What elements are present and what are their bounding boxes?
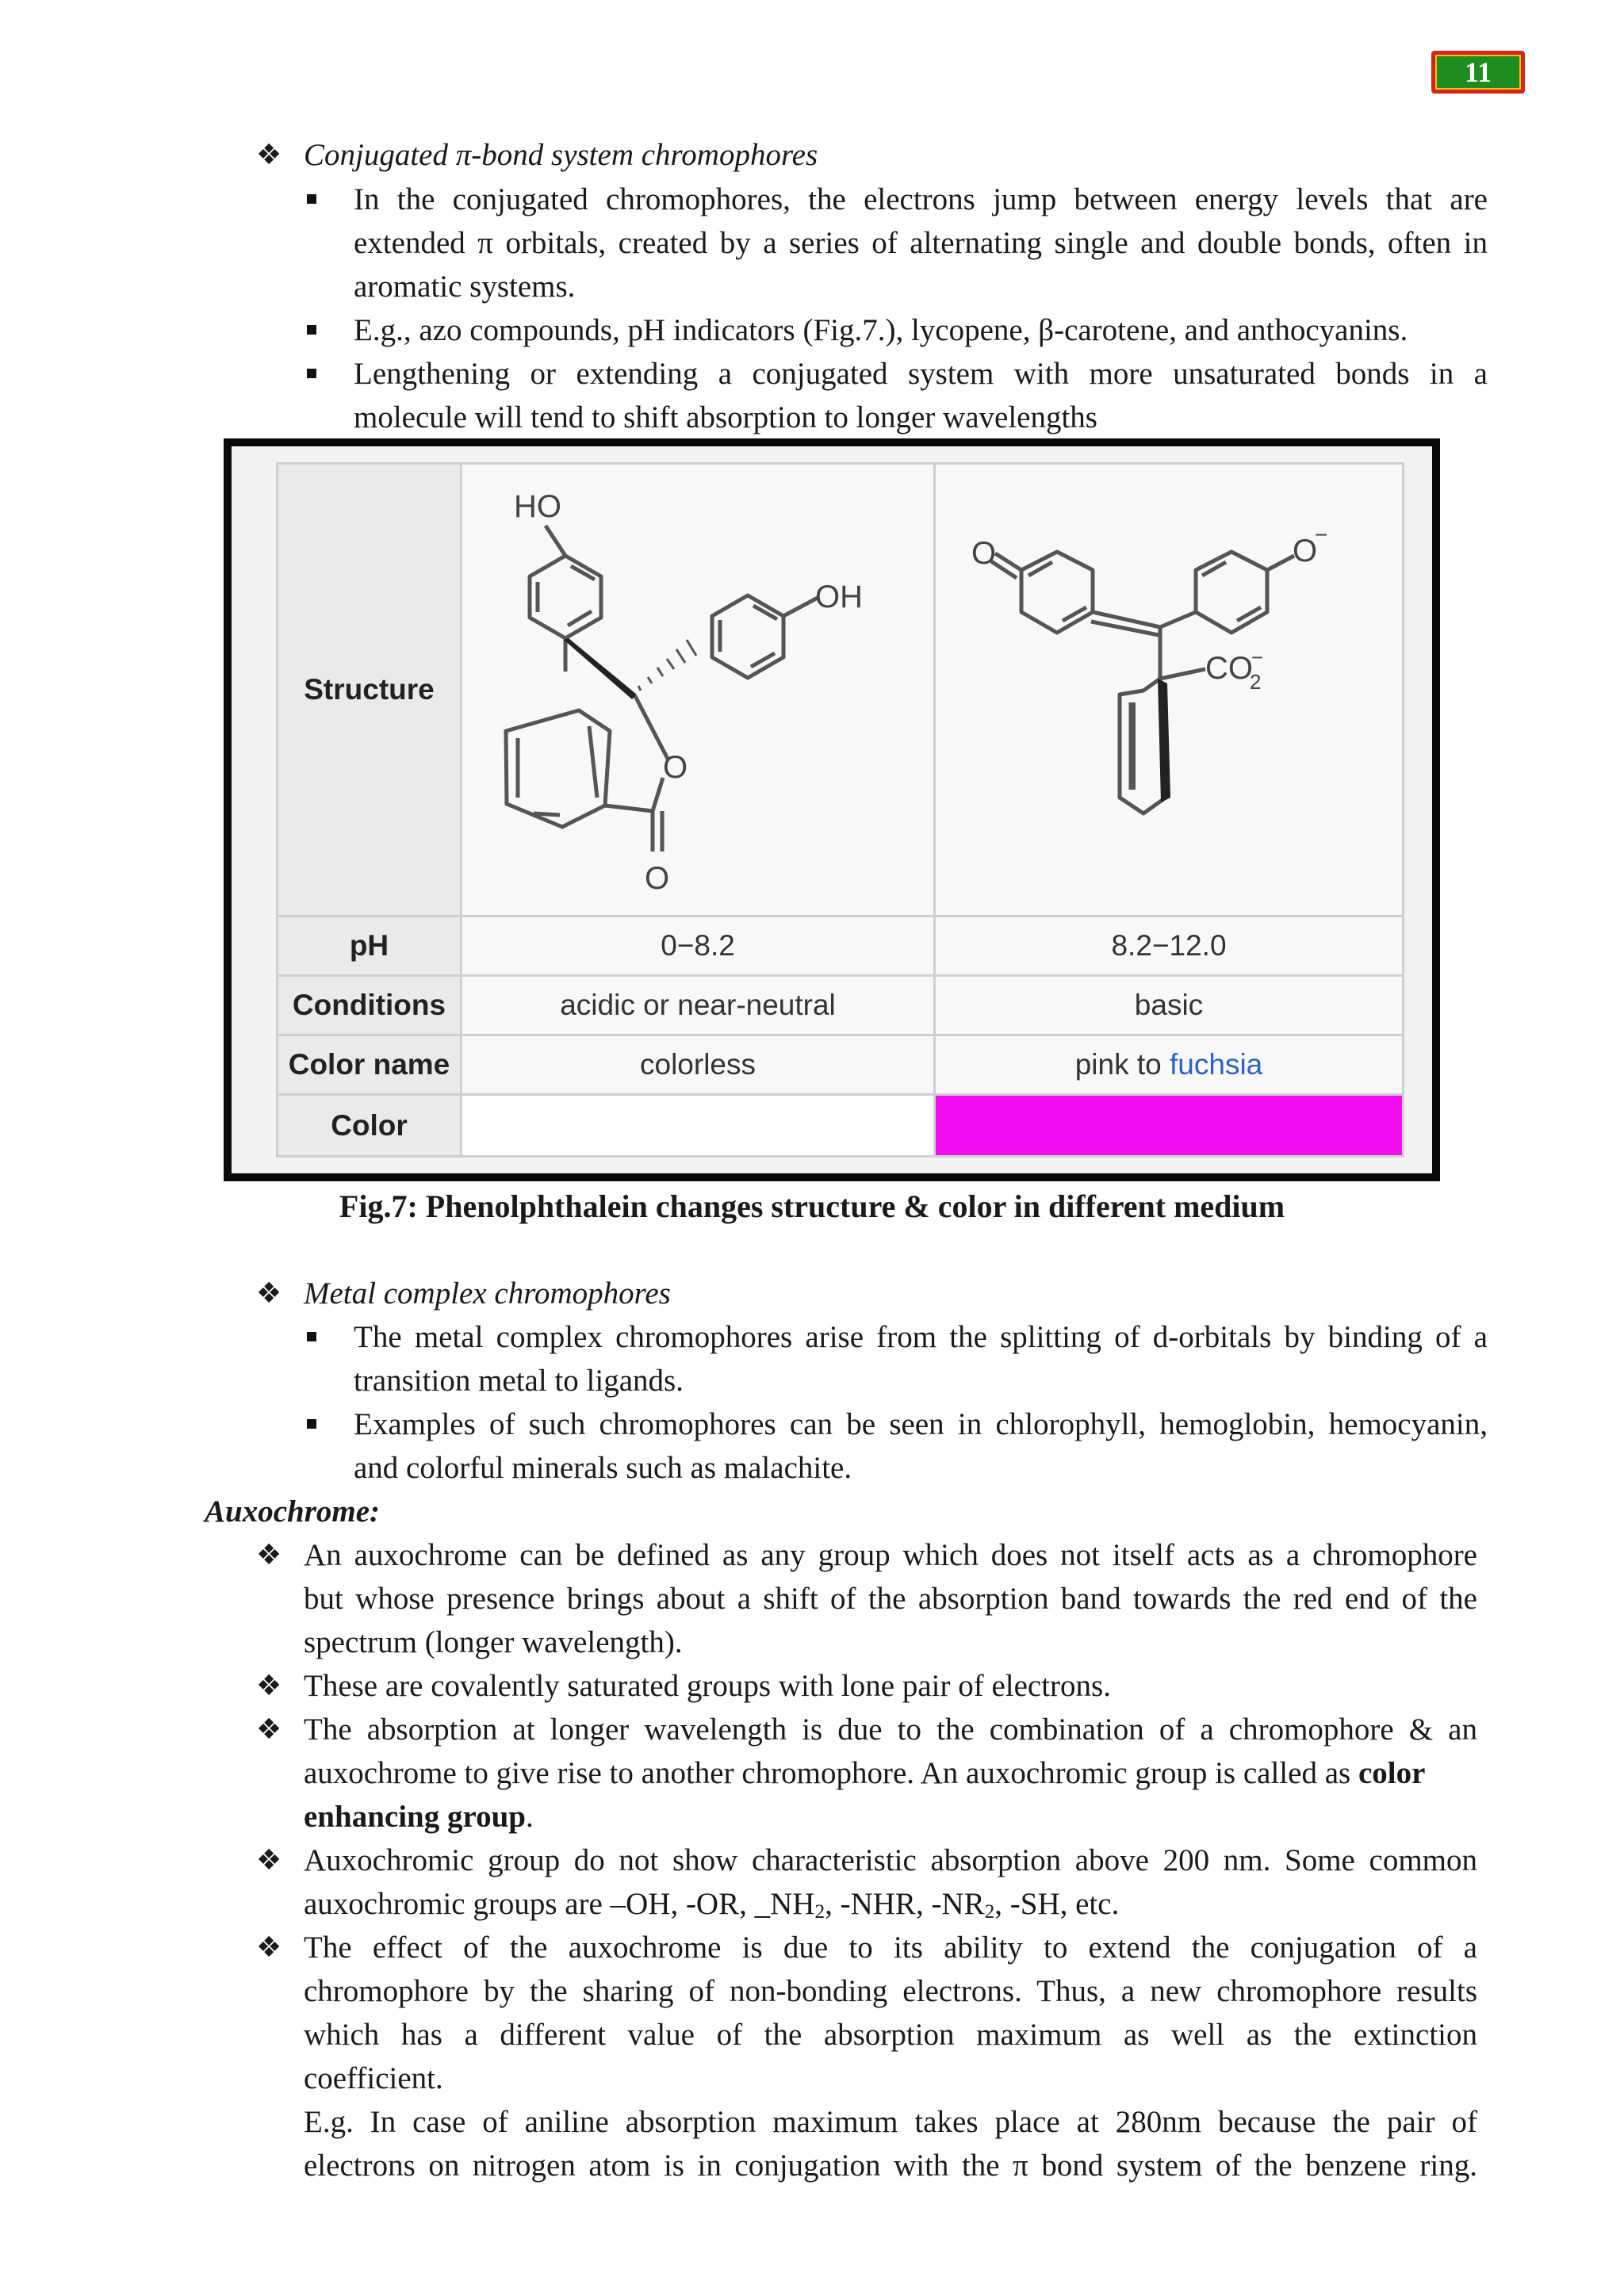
square-bullet-icon	[307, 194, 316, 204]
aux-p4-sub2: 2	[984, 1900, 995, 1923]
acid-ph: 0−8.2	[462, 917, 936, 977]
basic-color-swatch	[936, 1096, 1402, 1155]
acid-ring-o-label: O	[663, 750, 688, 785]
phenolphthalein-table	[276, 462, 1404, 1158]
section1-heading: Conjugated π-bond system chromophores	[304, 138, 818, 172]
aux-p2: These are covalently saturated groups with lone pair of electrons.	[304, 1669, 1111, 1703]
basic-ph: 8.2−12.0	[936, 917, 1402, 977]
section1-bullet1-line2: extended π orbitals, created by a series of alternating single and double bonds, often in	[354, 226, 1488, 260]
square-bullet-icon	[307, 369, 316, 378]
figure-caption: Fig.7: Phenolphthalein changes structure & color in different medium	[339, 1188, 1285, 1224]
row-label-color: Color	[278, 1096, 462, 1155]
section1-bullet2: E.g., azo compounds, pH indicators (Fig.7.), lycopene, β-carotene, and anthocyanins.	[354, 313, 1408, 347]
square-bullet-icon	[307, 1419, 316, 1429]
acid-carbonyl-o-label: O	[645, 861, 670, 896]
acid-structure-cell	[462, 465, 936, 917]
diamond-bullet-icon: ❖	[256, 1277, 282, 1310]
aux-p4-groups-a: auxochromic groups are –OH, -OR, _NH	[304, 1887, 815, 1921]
row-label-color-name: Color name	[278, 1036, 462, 1096]
section1-bullet1-line3: aromatic systems.	[354, 270, 576, 304]
acid-ho-label: HO	[514, 489, 561, 524]
section1-bullet3-line2: molecule will tend to shift absorption to longer wavelengths	[354, 400, 1097, 434]
aux-p3-line2-text: auxochrome to give rise to another chromophore. An auxochromic group is called as	[304, 1756, 1358, 1790]
square-bullet-icon	[307, 325, 316, 335]
aux-p5-line3: which has a different value of the absorption maximum as well as the extinction	[304, 2018, 1477, 2052]
square-bullet-icon	[307, 1332, 316, 1341]
page-number: 11	[1435, 55, 1521, 90]
aux-p5-line1: The effect of the auxochrome is due to its ability to extend the conjugation of a	[304, 1931, 1477, 1965]
row-label-structure: Structure	[278, 465, 462, 917]
row-label-conditions: Conditions	[278, 977, 462, 1036]
aux-p3-bold-enhancing: enhancing group	[304, 1800, 526, 1834]
phenolphthalein-basic-structure	[936, 465, 1402, 915]
diamond-bullet-icon: ❖	[256, 1931, 282, 1964]
aux-p4-line2	[304, 1882, 1119, 1926]
aux-p3-bold-color: color	[1358, 1756, 1426, 1790]
acid-color-name: colorless	[462, 1036, 936, 1096]
aux-p4-line1: Auxochromic group do not show characteristic absorption above 200 nm. Some common	[304, 1843, 1477, 1877]
basic-structure-cell	[936, 465, 1402, 917]
acid-color-swatch	[462, 1096, 936, 1155]
section2-bullet1-line2: transition metal to ligands.	[354, 1364, 684, 1398]
diamond-bullet-icon: ❖	[256, 1713, 282, 1746]
aux-p3-end: .	[525, 1800, 534, 1834]
aux-p1-line2: but whose presence brings about a shift of the absorption band towards the red end of the	[304, 1582, 1477, 1616]
fuchsia-link[interactable]: fuchsia	[1170, 1048, 1263, 1081]
row-label-ph: pH	[278, 917, 462, 977]
aux-p1-line3: spectrum (longer wavelength).	[304, 1625, 683, 1659]
section2-heading: Metal complex chromophores	[304, 1276, 671, 1311]
section2-bullet2-line2: and colorful minerals such as malachite.	[354, 1451, 852, 1485]
basic-ketone-o-label: O	[971, 536, 997, 571]
aux-p5-line4: coefficient.	[304, 2061, 443, 2095]
basic-phenolate-o-label: O	[1293, 534, 1318, 568]
aux-p1-line1: An auxochrome can be defined as any group which does not itself acts as a chromophore	[304, 1538, 1477, 1572]
basic-conditions: basic	[936, 977, 1402, 1036]
diamond-bullet-icon: ❖	[256, 1670, 282, 1702]
section2-bullet1-line1: The metal complex chromophores arise from the splitting of d-orbitals by binding of a	[354, 1320, 1488, 1354]
figure-7	[224, 438, 1440, 1181]
aux-p6-line2: electrons on nitrogen atom is in conjugation with the π bond system of the benzene ring.	[304, 2149, 1477, 2183]
basic-color-name-text: pink to	[1074, 1048, 1170, 1081]
aux-p3-line3	[304, 1795, 534, 1839]
basic-co2-charge: −	[1251, 645, 1264, 669]
aux-p3-line1: The absorption at longer wavelength is due to the combination of a chromophore & an	[304, 1712, 1477, 1747]
basic-color-name	[936, 1036, 1402, 1096]
aux-p4-groups-c: , -SH, etc.	[994, 1887, 1120, 1921]
auxochrome-heading: Auxochrome:	[205, 1494, 381, 1529]
section2-bullet2-line1: Examples of such chromophores can be seen in chlorophyll, hemoglobin, hemocyanin,	[354, 1407, 1488, 1441]
aux-p4-groups-b: , -NHR, -NR	[825, 1887, 985, 1921]
aux-p6-line1: E.g. In case of aniline absorption maximum takes place at 280nm because the pair of	[304, 2105, 1477, 2139]
diamond-bullet-icon: ❖	[256, 1844, 282, 1877]
aux-p5-line2: chromophore by the sharing of non-bonding electrons. Thus, a new chromophore results	[304, 1974, 1477, 2008]
section1-bullet1-line1: In the conjugated chromophores, the electrons jump between energy levels that are	[354, 182, 1488, 216]
aux-p3-line2	[304, 1751, 1477, 1795]
basic-phenolate-charge: −	[1315, 522, 1328, 547]
diamond-bullet-icon: ❖	[256, 1539, 282, 1571]
section1-bullet3-line1: Lengthening or extending a conjugated system with more unsaturated bonds in a	[354, 357, 1488, 391]
aux-p4-sub1: 2	[814, 1900, 825, 1923]
phenolphthalein-acid-structure	[462, 465, 933, 915]
basic-co2-subscript: 2	[1250, 670, 1262, 694]
acid-oh-label: OH	[815, 580, 863, 614]
basic-co2-label: CO	[1205, 651, 1253, 686]
page-number-badge	[1431, 51, 1525, 94]
diamond-bullet-icon: ❖	[256, 139, 282, 171]
acid-conditions: acidic or near-neutral	[462, 977, 936, 1036]
